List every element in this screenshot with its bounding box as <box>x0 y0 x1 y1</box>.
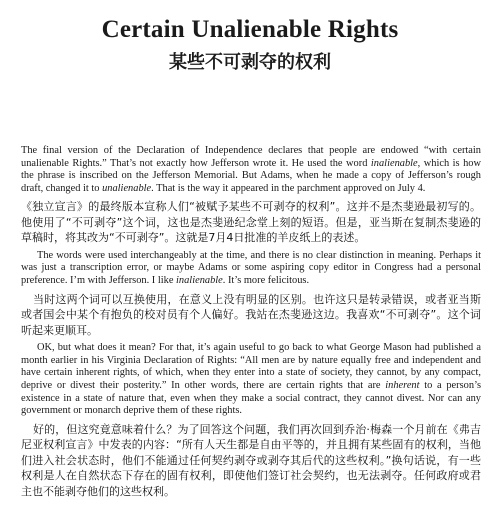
text-segment: . That is the way it appeared in the parchment approved on July 4. <box>151 182 426 194</box>
italic-term: inherent <box>385 379 420 391</box>
italic-term: unalienable <box>102 182 152 194</box>
paragraph-chinese-3 <box>21 422 481 500</box>
text-segment: , which is how the phrase is inscribed on the Jefferson Memorial. But Adams, when he made a copy of Jefferson’s rough draft, changed it to <box>21 157 481 194</box>
text-segment: 好的，但这究竟意味着什么？为了回答这个问题，我们再次回到乔治·梅森一个月前在《弗吉尼亚权利宣言》中发表的内容：“所有人天生都是自由平等的，并且拥有某些固有的权利，当他们进入社会状态时，他们不能通过任何契约剥夺或剥夺其后代的这些权利。”换句话说，有一些权利是人在自然状态下存在的固有权利，即使他们签订社会契约，也无法剥夺。任何政府或君主也不能剥夺他们的这些权利。 <box>21 422 481 498</box>
text-segment: The final version of the Declaration of Independence declares that people are endowed “with certain unalienable Rights.” That’s not exactly how Jefferson wrote it. He used the word <box>21 145 481 169</box>
italic-term: inalienable <box>370 157 418 169</box>
text-segment: 《独立宣言》的最终版本宣称人们“被赋予某些不可剥夺的权利”。这并不是杰斐逊最初写的。他使用了“不可剥夺”这个词，这也是杰斐逊纪念堂上刻的短语。但是，亚当斯在复制杰斐逊的草稿时，将其改为“不可剥夺”。这就是7月4日批准的羊皮纸上的表述。 <box>21 200 481 245</box>
chapter-title-english: Certain Unalienable Rights <box>101 16 399 43</box>
text-segment: . It’s more felicitous. <box>222 275 310 287</box>
paragraph-chinese-1 <box>21 199 481 246</box>
text-segment: OK, but what does it mean? For that, it’s again useful to go back to what George Mason had published a month earlier in his Virginia Declaration of Rights: “All men are by nature equally free and independent and have certain inherent rights, of which, when they enter into a state of society, they cannot, by any compact, deprive or divest their posterity.” In other words, there are certain rights that are <box>21 342 481 391</box>
text-segment: The words were used interchangeably at the time, and there is no clear distinction in meaning. Perhaps it was just a transcription error, or maybe Adams or some aspiring copy editor in Congress had a personal preference. I’m with Jefferson. I like <box>21 249 481 287</box>
chapter-title-chinese: 某些不可剥夺的权利 <box>169 52 331 73</box>
paragraph-chinese-2 <box>21 292 481 339</box>
text-segment: to a person’s existence in a state of nature that, even when they make a social contract, they cannot divest. Nor can any government or monarch deprive them of these rights. <box>21 379 481 417</box>
italic-term: inalienable <box>176 275 223 287</box>
body-text <box>21 145 481 503</box>
paragraph-english-2 <box>21 250 481 288</box>
paragraph-english-1 <box>21 145 481 195</box>
text-segment: 当时这两个词可以互换使用，在意义上没有明显的区别。也许这只是转录错误，或者亚当斯或者国会中某个有抱负的校对员有个人偏好。我站在杰斐逊这边。我喜欢“不可剥夺”。这个词听起来更顺耳。 <box>21 292 481 337</box>
paragraph-english-3 <box>21 342 481 418</box>
